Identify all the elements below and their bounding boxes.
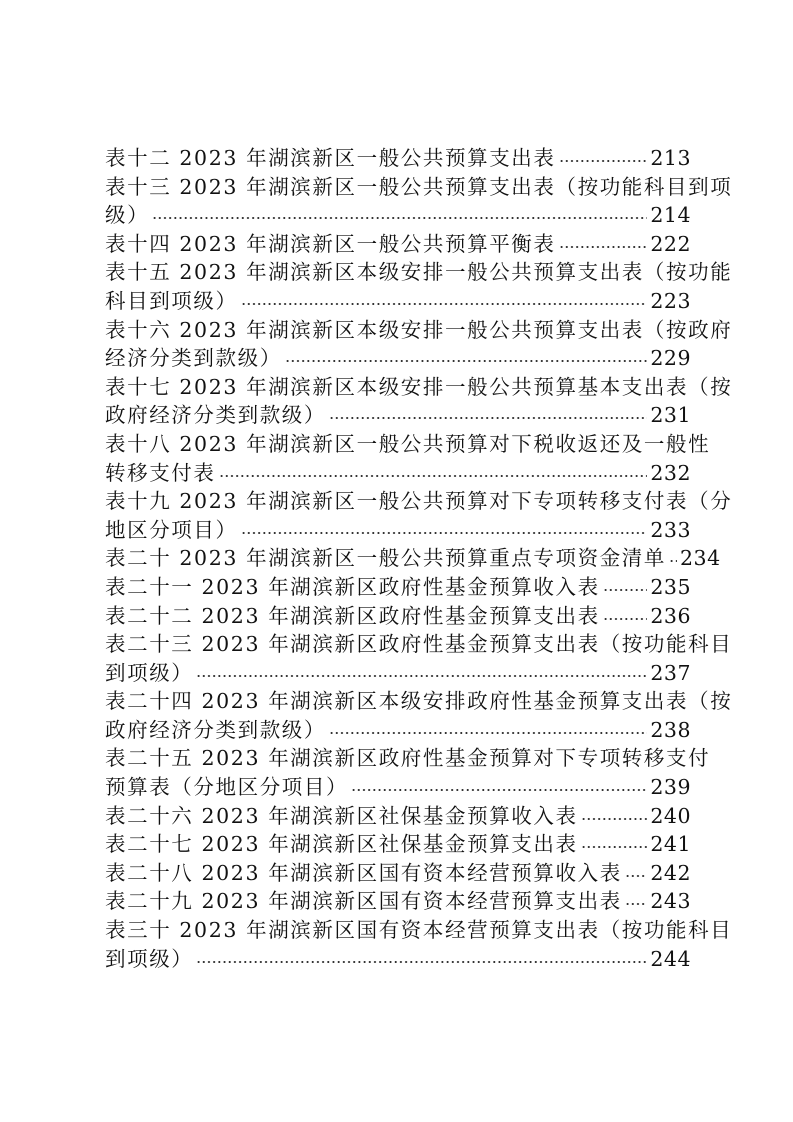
toc-entry[interactable] xyxy=(105,373,733,402)
toc-entry-title: 科目到项级） xyxy=(105,288,238,313)
toc-entry-title: 表二十四 2023 年湖滨新区本级安排政府性基金预算支出表（按 xyxy=(105,689,733,714)
toc-entry-continuation[interactable] xyxy=(105,945,691,974)
toc-page-number: 232 xyxy=(650,460,691,485)
dot-leader xyxy=(219,473,648,479)
toc-entry-title: 表三十 2023 年湖滨新区国有资本经营预算支出表（按功能科目 xyxy=(105,918,733,943)
toc-entry[interactable] xyxy=(105,316,733,345)
toc-entry-continuation[interactable] xyxy=(105,459,691,488)
toc-entry[interactable] xyxy=(105,144,691,173)
toc-entry-title: 表二十九 2023 年湖滨新区国有资本经营预算支出表 xyxy=(105,889,622,914)
toc-entry-title: 表二十六 2023 年湖滨新区社保基金预算收入表 xyxy=(105,803,578,828)
table-of-contents xyxy=(105,144,733,973)
toc-entry[interactable] xyxy=(105,602,691,631)
dot-leader xyxy=(351,787,647,793)
toc-entry-title: 表十九 2023 年湖滨新区一般公共预算对下专项转移支付表（分 xyxy=(105,489,733,514)
toc-page-number: 236 xyxy=(650,603,691,628)
toc-entry[interactable] xyxy=(105,258,733,287)
toc-entry-title: 表十六 2023 年湖滨新区本级安排一般公共预算支出表（按政府 xyxy=(105,317,733,342)
toc-page-number: 241 xyxy=(650,832,691,857)
toc-page-number: 237 xyxy=(650,660,691,685)
dot-leader xyxy=(559,244,648,250)
toc-entry-continuation[interactable] xyxy=(105,201,691,230)
dot-leader xyxy=(581,844,648,850)
toc-entry-continuation[interactable] xyxy=(105,659,691,688)
toc-page-number: 244 xyxy=(650,946,691,971)
toc-entry[interactable] xyxy=(105,573,691,602)
toc-entry-title: 表十四 2023 年湖滨新区一般公共预算平衡表 xyxy=(105,231,556,256)
toc-page-number: 214 xyxy=(650,203,691,228)
toc-entry-title: 表十八 2023 年湖滨新区一般公共预算对下税收返还及一般性 xyxy=(105,431,711,456)
toc-page-number: 235 xyxy=(650,574,691,599)
toc-page-number: 234 xyxy=(680,546,721,571)
dot-leader xyxy=(329,730,647,736)
dot-leader xyxy=(196,959,647,965)
dot-leader xyxy=(329,415,647,421)
toc-entry-title: 表二十二 2023 年湖滨新区政府性基金预算支出表 xyxy=(105,603,600,628)
toc-entry[interactable] xyxy=(105,630,733,659)
dot-leader xyxy=(625,873,648,879)
toc-entry[interactable] xyxy=(105,802,691,831)
toc-entry-title: 表二十三 2023 年湖滨新区政府性基金预算支出表（按功能科目 xyxy=(105,632,733,657)
toc-entry-continuation[interactable] xyxy=(105,287,691,316)
toc-entry-title: 表十五 2023 年湖滨新区本级安排一般公共预算支出表（按功能 xyxy=(105,260,733,285)
toc-page-number: 222 xyxy=(650,231,691,256)
toc-page-number: 223 xyxy=(650,288,691,313)
toc-entry-title: 转移支付表 xyxy=(105,460,216,485)
dot-leader xyxy=(196,673,647,679)
toc-page-number: 213 xyxy=(650,146,691,170)
dot-leader xyxy=(285,358,648,364)
toc-entry[interactable] xyxy=(105,544,721,573)
toc-entry-title: 到项级） xyxy=(105,660,194,685)
toc-entry-continuation[interactable] xyxy=(105,716,691,745)
toc-entry[interactable] xyxy=(105,887,691,916)
toc-entry-continuation[interactable] xyxy=(105,401,691,430)
dot-leader xyxy=(669,558,677,564)
toc-page-number: 242 xyxy=(650,860,691,885)
dot-leader xyxy=(603,616,648,622)
toc-entry[interactable] xyxy=(105,744,711,773)
toc-page-number: 240 xyxy=(650,803,691,828)
toc-entry-title: 表二十八 2023 年湖滨新区国有资本经营预算收入表 xyxy=(105,860,622,885)
toc-entry-title: 经济分类到款级） xyxy=(105,346,282,371)
dot-leader xyxy=(625,901,648,907)
dot-leader xyxy=(241,301,648,307)
toc-entry-title: 政府经济分类到款级） xyxy=(105,403,326,428)
toc-entry-continuation[interactable] xyxy=(105,773,691,802)
toc-entry-title: 表二十 2023 年湖滨新区一般公共预算重点专项资金清单 xyxy=(105,546,667,571)
toc-entry[interactable] xyxy=(105,830,691,859)
toc-entry[interactable] xyxy=(105,487,733,516)
dot-leader xyxy=(603,587,648,593)
toc-entry-title: 表二十七 2023 年湖滨新区社保基金预算支出表 xyxy=(105,832,578,857)
toc-entry-title: 表十七 2023 年湖滨新区本级安排一般公共预算基本支出表（按 xyxy=(105,374,733,399)
toc-page-number: 231 xyxy=(650,403,691,428)
dot-leader xyxy=(581,816,648,822)
dot-leader xyxy=(241,530,648,536)
toc-entry-title: 级） xyxy=(105,203,150,228)
toc-entry-title: 政府经济分类到款级） xyxy=(105,717,326,742)
dot-leader xyxy=(559,158,648,164)
toc-entry-title: 到项级） xyxy=(105,946,194,971)
toc-page-number: 243 xyxy=(650,889,691,914)
toc-entry-title: 表二十五 2023 年湖滨新区政府性基金预算对下专项转移支付 xyxy=(105,746,711,771)
toc-entry-title: 表二十一 2023 年湖滨新区政府性基金预算收入表 xyxy=(105,574,600,599)
toc-entry-title: 预算表（分地区分项目） xyxy=(105,775,349,800)
toc-entry-continuation[interactable] xyxy=(105,516,691,545)
toc-entry[interactable] xyxy=(105,859,691,888)
toc-page-number: 229 xyxy=(650,346,691,371)
toc-entry[interactable] xyxy=(105,687,733,716)
toc-entry-title: 地区分项目） xyxy=(105,517,238,542)
toc-page-number: 238 xyxy=(650,717,691,742)
toc-entry-title: 表十二 2023 年湖滨新区一般公共预算支出表 xyxy=(105,146,556,170)
toc-entry-title: 表十三 2023 年湖滨新区一般公共预算支出表（按功能科目到项 xyxy=(105,174,733,199)
dot-leader xyxy=(152,215,647,221)
toc-entry[interactable] xyxy=(105,430,711,459)
toc-entry[interactable] xyxy=(105,230,691,259)
toc-entry[interactable] xyxy=(105,173,733,202)
toc-entry-continuation[interactable] xyxy=(105,344,691,373)
toc-page-number: 233 xyxy=(650,517,691,542)
toc-page-number: 239 xyxy=(650,775,691,800)
toc-entry[interactable] xyxy=(105,916,733,945)
